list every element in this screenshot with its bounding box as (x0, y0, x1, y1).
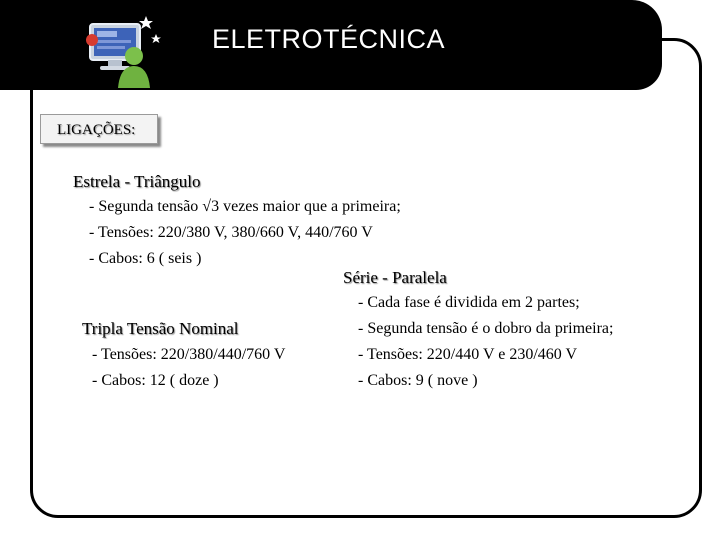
serie-paralela-line: - Tensões: 220/440 V e 230/460 V (358, 346, 578, 363)
serie-paralela-line: - Cada fase é dividida em 2 partes; (358, 294, 580, 311)
estrela-triangulo-line: - Cabos: 6 ( seis ) (89, 250, 202, 267)
tripla-tensao-line: - Cabos: 12 ( doze ) (92, 372, 219, 389)
section-tag: LIGAÇÕES: (40, 114, 158, 144)
tripla-tensao-line: - Tensões: 220/380/440/760 V (92, 346, 286, 363)
estrela-triangulo-line: - Segunda tensão √3 vezes maior que a primeira; (89, 198, 401, 215)
serie-paralela-line: - Cabos: 9 ( nove ) (358, 372, 478, 389)
tripla-tensao-heading: Tripla Tensão Nominal (82, 319, 239, 338)
page-title: ELETROTÉCNICA (212, 24, 446, 54)
estrela-triangulo-line: - Tensões: 220/380 V, 380/660 V, 440/760 V (89, 224, 373, 241)
computer-user-icon (84, 10, 166, 88)
serie-paralela-heading: Série - Paralela (343, 268, 447, 287)
serie-paralela-line: - Segunda tensão é o dobro da primeira; (358, 320, 614, 337)
estrela-triangulo-heading: Estrela - Triângulo (73, 172, 201, 191)
